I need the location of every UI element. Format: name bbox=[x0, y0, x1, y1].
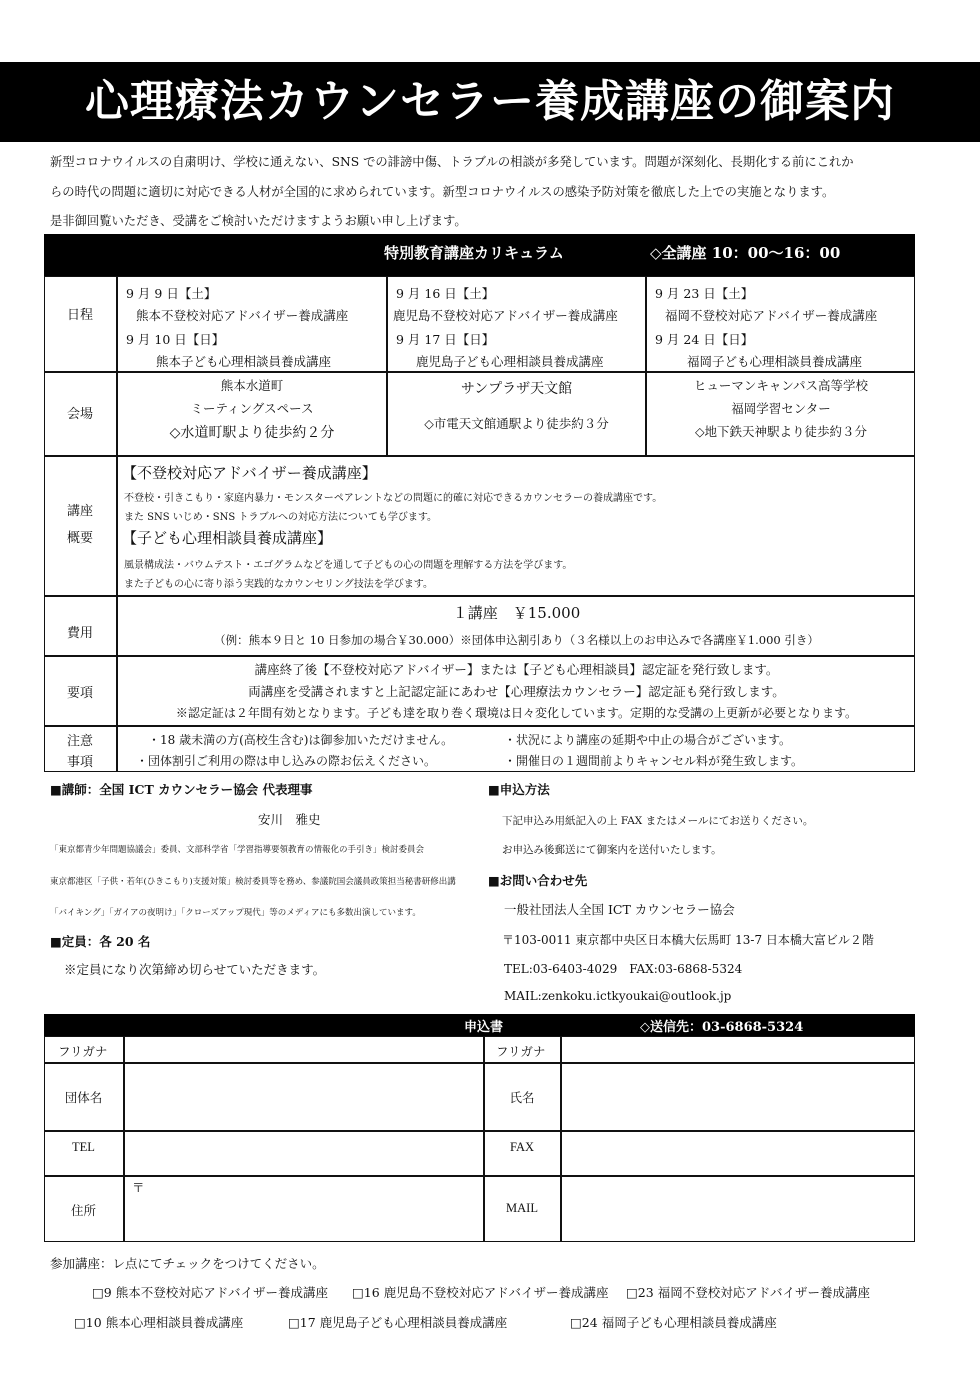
schedule-2-course-2: 鹿児島子ども心理相談員養成講座 bbox=[416, 354, 604, 369]
schedule-label: 日程 bbox=[66, 308, 93, 323]
overview-heading-2: 【子ども心理相談員養成講座】 bbox=[122, 529, 333, 547]
form-postal-mark: 〒 bbox=[132, 1180, 145, 1195]
course-checkbox-24[interactable]: □24 福岡子ども心理相談員養成講座 bbox=[570, 1315, 777, 1330]
form-furigana-input-right[interactable] bbox=[562, 1038, 913, 1061]
overview-text-1: 不登校・引きこもり・家庭内暴力・モンスターペアレントなどの問題に的確に対応できるカウンセラーの養成講座です。 bbox=[124, 493, 663, 504]
venue-label: 会場 bbox=[66, 407, 93, 422]
intro-line-1: 新型コロナウイルスの自粛明け、学校に通えない、SNS での誹謗中傷、トラブルの相談が多発しています。問題が深刻化、長期化する前にこれか bbox=[50, 155, 854, 169]
form-group-label: 団体名 bbox=[64, 1090, 103, 1105]
form-header: 申込書 bbox=[464, 1020, 504, 1035]
schedule-1-course-2: 熊本子ども心理相談員養成講座 bbox=[156, 354, 332, 369]
venue-1-line-2: ミーティングスペース bbox=[190, 401, 314, 416]
course-checkbox-23[interactable]: □23 福岡不登校対応アドバイザー養成講座 bbox=[626, 1285, 870, 1300]
venue-1-line-1: 熊本水道町 bbox=[220, 378, 284, 393]
overview-text-2: また SNS いじめ・SNS トラブルへの対応方法についても学びます。 bbox=[124, 512, 438, 523]
form-address-input[interactable] bbox=[125, 1177, 481, 1240]
overview-text-4: また子どもの心に寄り添う実践的なカウンセリング技法を学びます。 bbox=[124, 579, 433, 590]
intro-line-3: 是非御回覧いただき、受講をご検討いただけますようお願い申し上げます。 bbox=[50, 214, 467, 228]
notes-d: ・開催日の１週間前よりキャンセル料が発生致します。 bbox=[504, 754, 804, 768]
venue-3-line-2: 福岡学習センター bbox=[731, 401, 831, 416]
notes-label-2: 事項 bbox=[66, 755, 93, 770]
requirements-label: 要項 bbox=[66, 686, 93, 701]
schedule-3-date-1: 9 月 23 日【土】 bbox=[655, 286, 754, 301]
form-fax-input[interactable] bbox=[562, 1132, 913, 1174]
form-tel-input[interactable] bbox=[125, 1132, 481, 1174]
schedule-2-course-1: 鹿児島不登校対応アドバイザー養成講座 bbox=[393, 308, 618, 323]
schedule-2-date-2: 9 月 17 日【日】 bbox=[396, 332, 495, 347]
requirements-line-1: 講座終了後【不登校対応アドバイザー】または【子ども心理相談員】認定証を発行致します。 bbox=[254, 662, 779, 677]
schedule-1-course-1: 熊本不登校対応アドバイザー養成講座 bbox=[136, 308, 349, 323]
fee-label: 費用 bbox=[66, 626, 93, 641]
capacity-note: ※定員になり次第締め切らせていただきます。 bbox=[64, 962, 326, 977]
form-tel-label: TEL bbox=[72, 1140, 95, 1154]
contact-heading: ■お問い合わせ先 bbox=[488, 873, 588, 888]
schedule-3-course-2: 福岡子ども心理相談員養成講座 bbox=[687, 354, 863, 369]
page-title: 心理療法カウンセラー養成講座の御案内 bbox=[0, 62, 980, 142]
notes-a: ・18 歳未満の方(高校生含む)は御参加いただけません。 bbox=[148, 733, 454, 747]
venue-2-access: ◇市電天文館通駅より徒歩約３分 bbox=[424, 416, 609, 431]
contact-org: 一般社団法人全国 ICT カウンセラー協会 bbox=[504, 902, 735, 917]
overview-heading-1: 【不登校対応アドバイザー養成講座】 bbox=[122, 464, 377, 482]
schedule-1-date-2: 9 月 10 日【日】 bbox=[126, 332, 225, 347]
form-name-label: 氏名 bbox=[509, 1090, 535, 1105]
lecturer-bio-1: 「東京都青少年問題協議会」委員、文部科学省「学習指導要領教育の情報化の手引き」検討委員会 bbox=[50, 845, 425, 855]
contact-mail[interactable]: MAIL:zenkoku.ictkyoukai@outlook.jp bbox=[504, 989, 732, 1003]
notes-c: ・団体割引ご利用の際は申し込みの際お伝えください。 bbox=[136, 754, 437, 768]
course-checkbox-16[interactable]: □16 鹿児島不登校対応アドバイザー養成講座 bbox=[352, 1285, 609, 1300]
form-mail-input[interactable] bbox=[562, 1177, 913, 1240]
schedule-1-date-1: 9 月 9 日【土】 bbox=[126, 286, 217, 301]
venue-2-line-1: サンプラザ天文館 bbox=[460, 381, 573, 397]
schedule-3-date-2: 9 月 24 日【日】 bbox=[655, 332, 754, 347]
form-name-input[interactable] bbox=[562, 1064, 913, 1129]
notes-b: ・状況により講座の延期や中止の場合がございます。 bbox=[504, 733, 792, 747]
apply-line-1: 下記申込み用紙記入の上 FAX またはメールにてお送りください。 bbox=[502, 815, 814, 827]
apply-heading: ■申込方法 bbox=[488, 782, 550, 797]
schedule-2-date-1: 9 月 16 日【土】 bbox=[396, 286, 495, 301]
form-furigana-label-left: フリガナ bbox=[58, 1044, 108, 1059]
form-fax: ◇送信先：03-6868-5324 bbox=[640, 1020, 804, 1035]
contact-address: 〒103-0011 東京都中央区日本橋大伝馬町 13-7 日本橋大富ビル２階 bbox=[502, 933, 874, 947]
requirements-line-3: ※認定証は２年間有効となります。子ども達を取り巻く環境は日々変化しています。定期的な受講の上更新が必要となります。 bbox=[175, 706, 858, 720]
overview-label-1: 講座 bbox=[66, 504, 93, 519]
course-checkbox-10[interactable]: □10 熊本心理相談員養成講座 bbox=[74, 1315, 244, 1330]
capacity-heading: ■定員：各 20 名 bbox=[50, 934, 151, 949]
form-furigana-input-left[interactable] bbox=[125, 1038, 481, 1061]
fee-main: １講座 ￥15.000 bbox=[452, 604, 581, 622]
form-fax-label: FAX bbox=[509, 1140, 535, 1154]
form-header-bar bbox=[44, 1014, 915, 1036]
courses-instruction: 参加講座：レ点にてチェックをつけてください。 bbox=[50, 1256, 325, 1271]
lecturer-heading: ■講師：全国 ICT カウンセラー協会 代表理事 bbox=[50, 782, 313, 797]
curriculum-hours: ◇全講座 10：00〜16：00 bbox=[650, 244, 841, 262]
contact-tel-fax: TEL:03-6403-4029 FAX:03-6868-5324 bbox=[504, 962, 743, 976]
form-mail-label: MAIL bbox=[506, 1201, 538, 1215]
venue-1-access: ◇水道町駅より徒歩約２分 bbox=[169, 425, 335, 441]
venue-3-access: ◇地下鉄天神駅より徒歩約３分 bbox=[694, 424, 868, 439]
curriculum-header-bar bbox=[44, 234, 915, 276]
notes-label-1: 注意 bbox=[66, 734, 93, 749]
curriculum-header: 特別教育講座カリキュラム bbox=[384, 244, 564, 262]
requirements-line-2: 両講座を受講されますと上記認定証にあわせ【心理療法カウンセラー】認定証も発行致します。 bbox=[248, 684, 785, 699]
lecturer-bio-2: 東京都港区「子供・若年(ひきこもり)支援対策」検討委員等を務め、参議院国会議員政策担当秘書研修出講 bbox=[50, 877, 456, 887]
course-checkbox-9[interactable]: □9 熊本不登校対応アドバイザー養成講座 bbox=[92, 1285, 328, 1300]
course-checkbox-17[interactable]: □17 鹿児島子ども心理相談員養成講座 bbox=[288, 1315, 508, 1330]
fee-note: （例：熊本９日と 10 日参加の場合￥30.000）※団体申込割引あり（３名様以上のお申込みで各講座￥1.000 引き） bbox=[214, 633, 819, 647]
apply-line-2: お申込み後郵送にて御案内を送付いたします。 bbox=[502, 844, 722, 856]
lecturer-name: 安川 雅史 bbox=[258, 812, 321, 827]
overview-label-2: 概要 bbox=[66, 531, 93, 546]
form-address-label: 住所 bbox=[70, 1203, 96, 1218]
lecturer-bio-3: 「バイキング」「ガイアの夜明け」「クローズアップ現代」等のメディアにも多数出演しています。 bbox=[50, 908, 421, 918]
overview-text-3: 風景構成法・バウムテスト・エゴグラムなどを通して子どもの心の問題を理解する方法を学びます。 bbox=[124, 560, 573, 571]
intro-line-2: らの時代の問題に適切に対応できる人材が全国的に求められています。新型コロナウイルスの感染予防対策を徹底した上での実施となります。 bbox=[50, 185, 835, 199]
schedule-3-course-1: 福岡不登校対応アドバイザー養成講座 bbox=[665, 308, 878, 323]
venue-3-line-1: ヒューマンキャンパス高等学校 bbox=[693, 378, 869, 393]
form-furigana-label-right: フリガナ bbox=[496, 1044, 546, 1059]
form-group-input[interactable] bbox=[125, 1064, 481, 1129]
